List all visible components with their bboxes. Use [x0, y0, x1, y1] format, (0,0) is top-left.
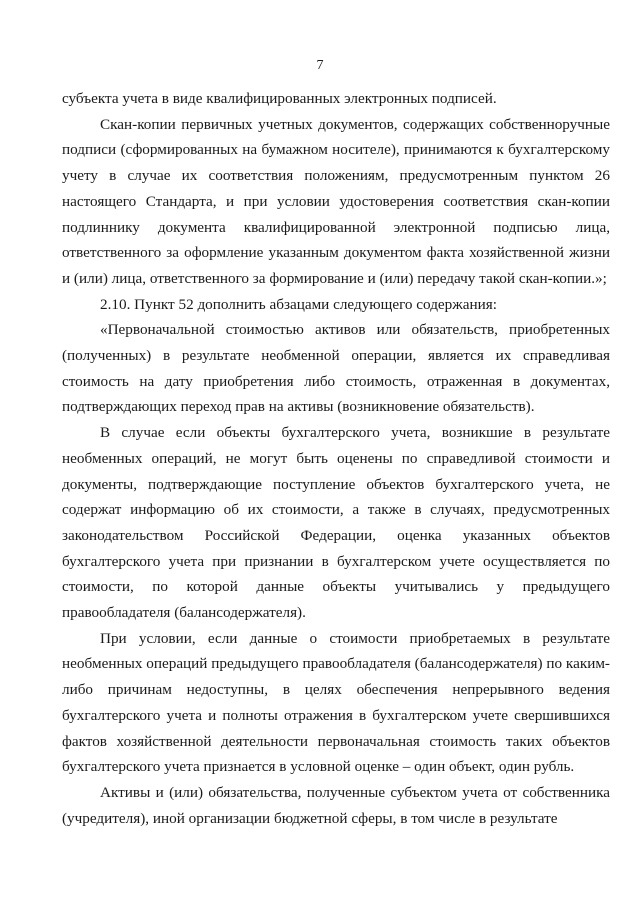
paragraph-scan-copies: Скан-копии первичных учетных документов, содержащих собственноручные подписи (сформированных на бумажном носителе), принимаются к бухгалтерскому учету в случае их соответствия положениям, предусмотренным пунктом 26 настоящего Стандарта, и при условии удостоверения соответствия скан-копии подлиннику документа квалифицированной электронной подписью лица, ответственного за оформление указанным документом факта хозяйственной жизни и (или) лица, ответственного за формирование и (или) передачу такой скан-копии.»; — [62, 115, 610, 287]
paragraph-assets-received: Активы и (или) обязательства, полученные субъектом учета от собственника (учредителя), иной организации бюджетной сферы, в том числе в результате — [62, 783, 610, 827]
paragraph-continuation: субъекта учета в виде квалифицированных электронных подписей. — [62, 90, 497, 107]
page-number: 7 — [316, 58, 324, 73]
paragraph-item-2-10: 2.10. Пункт 52 дополнить абзацами следующего содержания: — [100, 295, 497, 313]
paragraph-conditional-estimate: При условии, если данные о стоимости приобретаемых в результате необменных операций предыдущего правообладателя (балансодержателя) по каким-либо причинам недоступны, в целях обеспечения непрерывного ведения бухгалтерского учета и полноты отражения в бухгалтерском учете свершившихся фактов хозяйственной деятельности первоначальная стоимость таких объектов бухгалтерского учета признается в условной оценке – один объект, один рубль. — [62, 629, 610, 776]
paragraph-valuation-case: В случае если объекты бухгалтерского учета, возникшие в результате необменных операций, не могут быть оценены по справедливой стоимости и документы, подтверждающие поступление объектов бухгалтерского учета, не содержат информацию об их стоимости, а также в случаях, предусмотренных законодательством Российской Федерации, оценка указанных объектов бухгалтерского учета при признании в бухгалтерском учете осуществляется по стоимости, по которой данные объекты учитывались у предыдущего правообладателя (балансодержателя). — [62, 424, 610, 622]
paragraph-initial-cost: «Первоначальной стоимостью активов или обязательств, приобретенных (полученных) в результате необменной операции, является их справедливая стоимость на дату приобретения либо стоимость, отраженная в документах, подтверждающих переход прав на активы (возникновение обязательств). — [62, 321, 610, 416]
document-body — [62, 86, 610, 831]
